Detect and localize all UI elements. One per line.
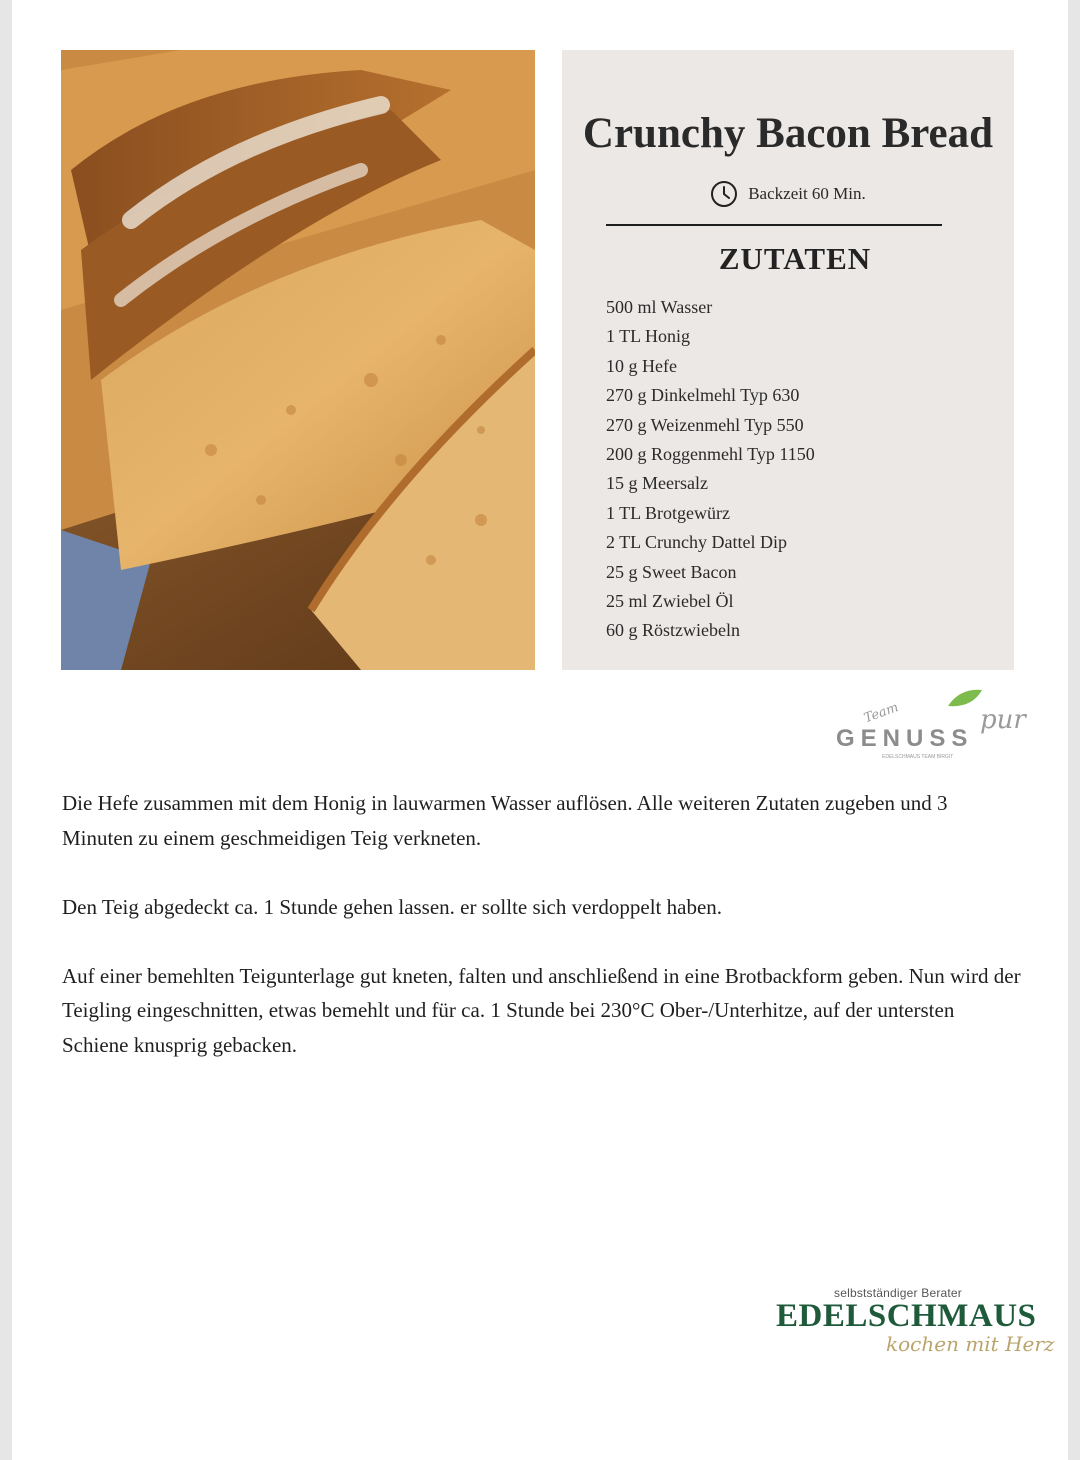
ingredient-item: 60 g Röstzwiebeln xyxy=(606,620,740,641)
edelschmaus-logo xyxy=(776,1282,1056,1372)
bake-time-label: Backzeit 60 Min. xyxy=(748,184,866,203)
ingredient-item: 270 g Dinkelmehl Typ 630 xyxy=(606,385,800,406)
ingredient-item: 500 ml Wasser xyxy=(606,297,713,317)
divider xyxy=(606,224,942,226)
brand-tagline: selbstständiger Berater xyxy=(834,1286,962,1300)
team-logo-team: Team xyxy=(862,700,901,727)
team-genuss-logo xyxy=(820,684,1042,764)
ingredient-item: 1 TL Honig xyxy=(606,326,690,347)
ingredient-list xyxy=(606,293,815,646)
recipe-title: Crunchy Bacon Bread xyxy=(582,110,994,157)
bake-time xyxy=(562,180,1014,208)
brand-name: EDELSCHMAUS xyxy=(776,1298,1037,1334)
ingredients-heading: ZUTATEN xyxy=(718,241,872,276)
ingredient-item: 200 g Roggenmehl Typ 1150 xyxy=(606,443,815,464)
recipe-card xyxy=(562,50,1014,670)
instructions xyxy=(62,786,1022,1097)
instruction-paragraph: Die Hefe zusammen mit dem Honig in lauwarmen Wasser auflösen. Alle weiteren Zutaten zugeben und 3 Minuten zu einem geschmeidigen Teig verkneten. xyxy=(62,791,948,850)
team-logo-subline: EDELSCHMAUS TEAM BIRGIT xyxy=(882,754,954,760)
ingredient-item: 1 TL Brotgewürz xyxy=(606,502,730,523)
bread-photo xyxy=(61,50,535,670)
ingredient-item: 270 g Weizenmehl Typ 550 xyxy=(606,414,804,435)
recipe-page xyxy=(12,0,1068,1460)
instruction-paragraph: Den Teig abgedeckt ca. 1 Stunde gehen lassen. er sollte sich verdoppelt haben. xyxy=(62,894,723,919)
brand-script: kochen mit Herz xyxy=(886,1332,1055,1356)
team-logo-suffix: pur xyxy=(980,705,1026,735)
ingredient-item: 15 g Meersalz xyxy=(606,473,708,494)
ingredient-item: 25 ml Zwiebel Öl xyxy=(606,590,734,611)
team-logo-word: GENUSS xyxy=(836,725,974,752)
ingredient-item: 10 g Hefe xyxy=(606,355,677,376)
instruction-paragraph: Auf einer bemehlten Teigunterlage gut kneten, falten und anschließend in eine Brotbackform geben. Nun wird der Teigling eingeschnitten, etwas bemehlt und für ca. 1 Stunde bei 230°C Ober-/Unterhitze, auf der untersten Schiene knusprig gebacken. xyxy=(62,963,1021,1057)
ingredient-item: 25 g Sweet Bacon xyxy=(606,561,737,582)
ingredient-item: 2 TL Crunchy Dattel Dip xyxy=(606,532,787,553)
clock-icon xyxy=(710,180,738,208)
